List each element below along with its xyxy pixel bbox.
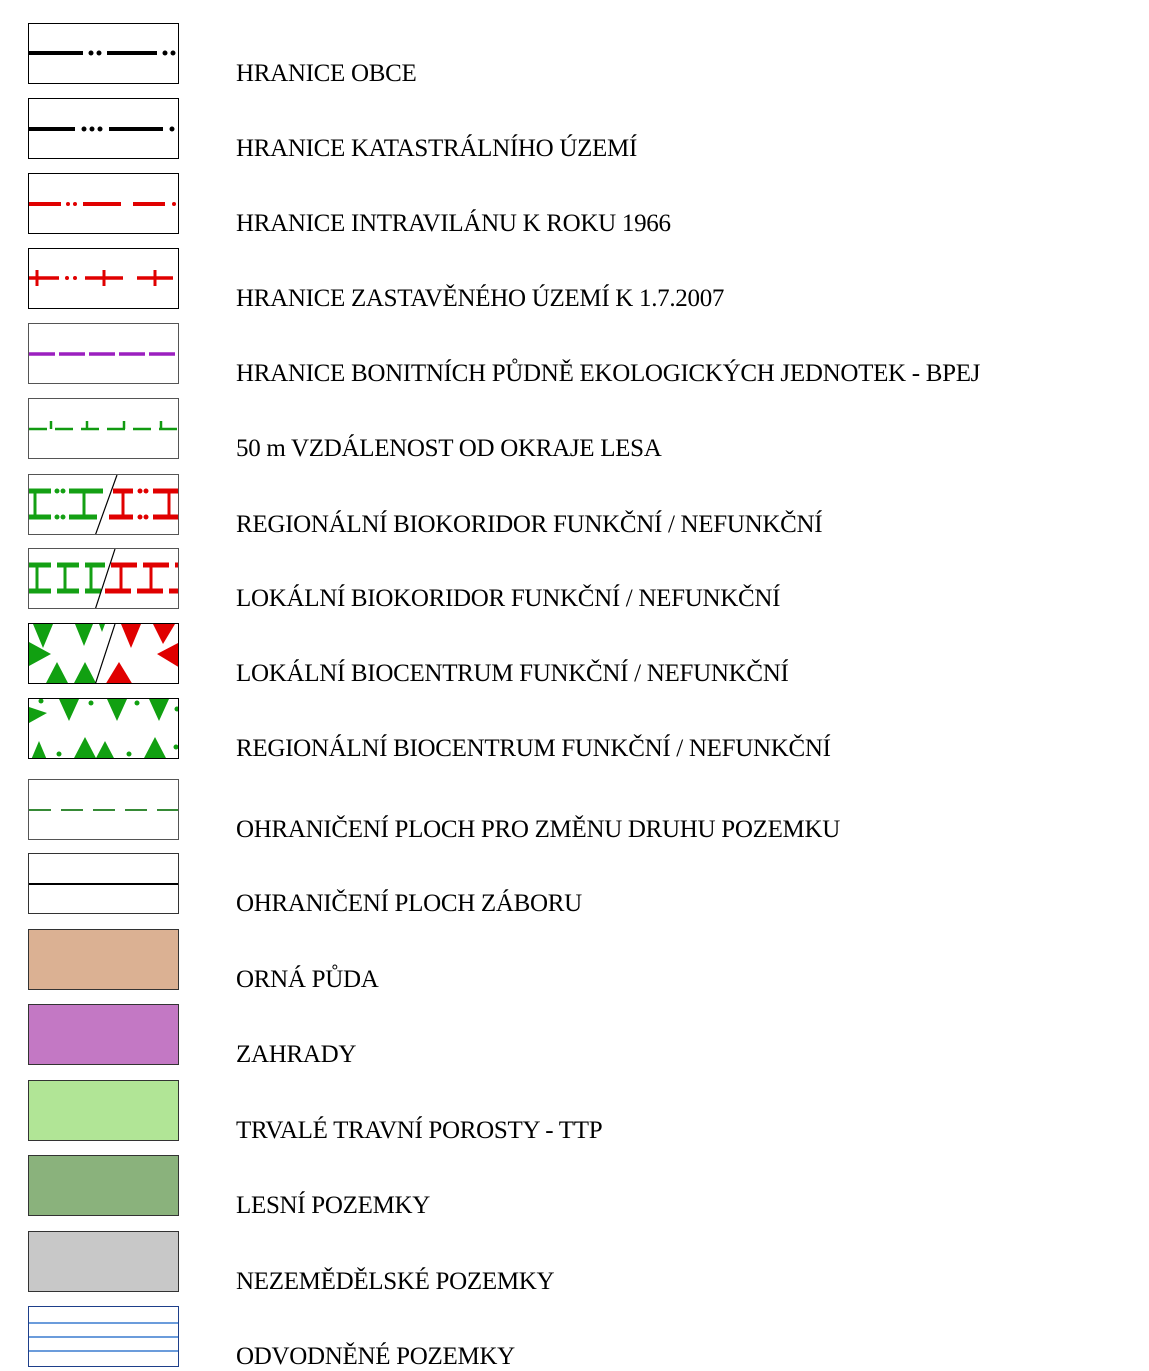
legend-item-regionalni-biokoridor xyxy=(0,474,1149,536)
green-dashed-line-icon xyxy=(28,779,179,840)
red-dash-dot-line-icon xyxy=(28,173,179,234)
grassland-swatch-icon xyxy=(28,1080,179,1141)
legend-label: 50 m VZDÁLENOST OD OKRAJE LESA xyxy=(236,435,662,462)
legend-label: ORNÁ PŮDA xyxy=(236,966,379,993)
legend-item-ttp xyxy=(0,1080,1149,1142)
legend-label: LOKÁLNÍ BIOKORIDOR FUNKČNÍ / NEFUNKČNÍ xyxy=(236,585,781,612)
forest-swatch-icon xyxy=(28,1155,179,1216)
drained-land-lines-icon xyxy=(28,1306,179,1367)
legend-label: LESNÍ POZEMKY xyxy=(236,1192,431,1219)
legend-item-regionalni-biocentrum xyxy=(0,698,1149,760)
legend-label: HRANICE BONITNÍCH PŮDNĚ EKOLOGICKÝCH JEDNOTEK - BPEJ xyxy=(236,360,981,387)
legend-label: HRANICE INTRAVILÁNU K ROKU 1966 xyxy=(236,210,671,237)
legend-label: REGIONÁLNÍ BIOCENTRUM FUNKČNÍ / NEFUNKČNÍ xyxy=(236,735,831,762)
legend-item-hranice-katastralniho-uzemi xyxy=(0,98,1149,160)
local-biocentre-triangles-icon xyxy=(28,623,179,684)
legend-label: HRANICE KATASTRÁLNÍHO ÚZEMÍ xyxy=(236,135,637,162)
legend-item-lesni-pozemky xyxy=(0,1155,1149,1217)
red-cross-dot-line-icon xyxy=(28,248,179,309)
legend-label: TRVALÉ TRAVNÍ POROSTY - TTP xyxy=(236,1117,603,1144)
legend-label: HRANICE OBCE xyxy=(236,60,417,87)
green-tick-dashed-line-icon xyxy=(28,398,179,459)
legend-item-orna-puda xyxy=(0,929,1149,991)
legend-item-hranice-zastaveneho-uzemi xyxy=(0,248,1149,310)
arable-land-swatch-icon xyxy=(28,929,179,990)
legend-item-zahrady xyxy=(0,1004,1149,1066)
non-agricultural-swatch-icon xyxy=(28,1231,179,1292)
legend-item-odvodnene-pozemky xyxy=(0,1306,1149,1368)
regional-biocentre-triangles-icon xyxy=(28,698,179,759)
legend-item-hranice-bpej xyxy=(0,323,1149,385)
legend-item-hranice-intravilanu xyxy=(0,173,1149,235)
black-dash-triple-dot-line-icon xyxy=(28,98,179,159)
local-biocorridor-icon xyxy=(28,548,179,609)
black-solid-line-icon xyxy=(28,853,179,914)
legend-item-lokalni-biokoridor xyxy=(0,548,1149,610)
purple-dashed-line-icon xyxy=(28,323,179,384)
black-dash-double-dot-line-icon xyxy=(28,23,179,84)
legend-label: HRANICE ZASTAVĚNÉHO ÚZEMÍ K 1.7.2007 xyxy=(236,285,725,312)
legend-item-lokalni-biocentrum xyxy=(0,623,1149,685)
legend-item-ohraniceni-zaboru xyxy=(0,853,1149,915)
regional-biocorridor-icon xyxy=(28,474,179,535)
legend-item-50m-od-lesa xyxy=(0,398,1149,460)
legend-label: OHRANIČENÍ PLOCH PRO ZMĚNU DRUHU POZEMKU xyxy=(236,816,840,843)
legend-label: REGIONÁLNÍ BIOKORIDOR FUNKČNÍ / NEFUNKČNÍ xyxy=(236,511,823,538)
legend-label: ZAHRADY xyxy=(236,1041,357,1068)
legend-item-hranice-obce xyxy=(0,23,1149,85)
legend-item-ohraniceni-zmena-druhu xyxy=(0,779,1149,841)
legend-label: NEZEMĚDĚLSKÉ POZEMKY xyxy=(236,1268,555,1295)
legend-label: ODVODNĚNÉ POZEMKY xyxy=(236,1343,515,1370)
legend-label: OHRANIČENÍ PLOCH ZÁBORU xyxy=(236,890,582,917)
legend-label: LOKÁLNÍ BIOCENTRUM FUNKČNÍ / NEFUNKČNÍ xyxy=(236,660,789,687)
legend-item-nezemedelske-pozemky xyxy=(0,1231,1149,1293)
gardens-swatch-icon xyxy=(28,1004,179,1065)
